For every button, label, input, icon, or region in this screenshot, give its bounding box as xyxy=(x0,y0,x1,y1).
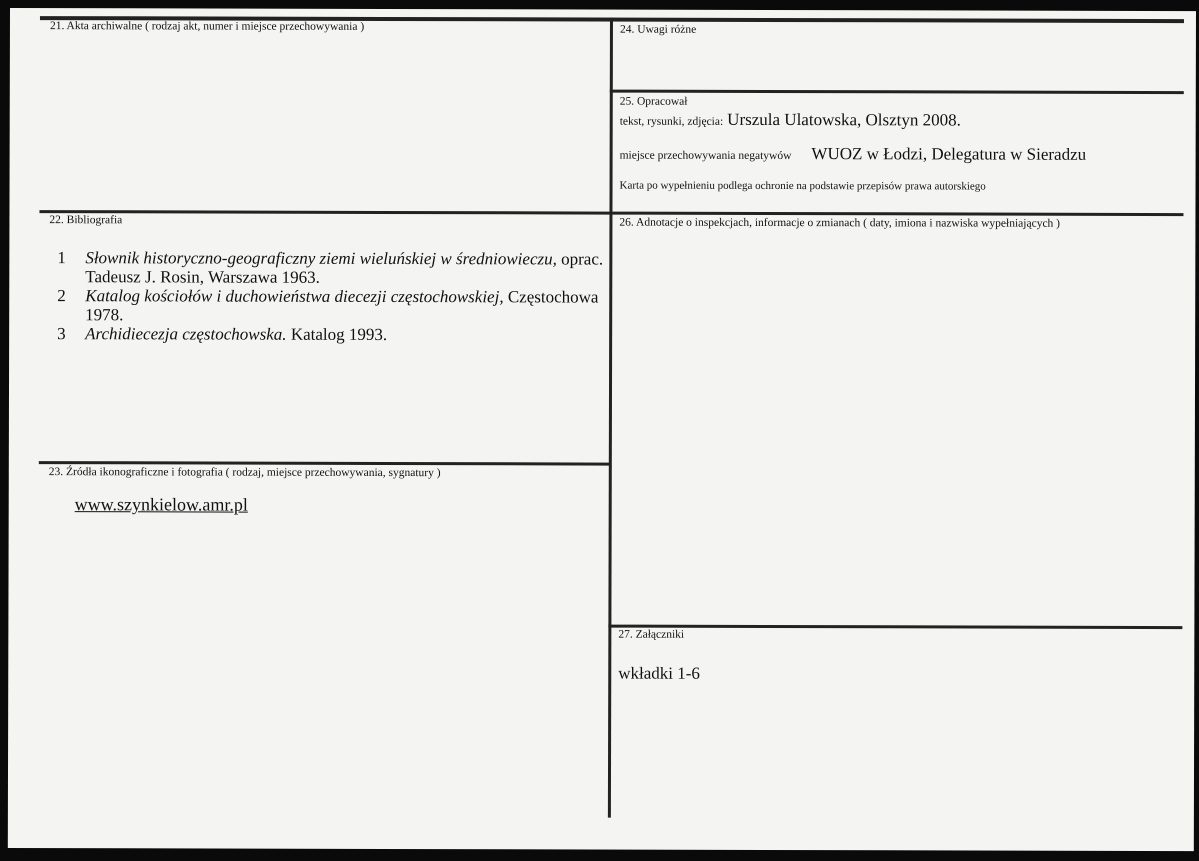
section-25-negatives-line xyxy=(620,144,1087,165)
bibliography-item-rest: Częstochowa 1978. xyxy=(85,287,599,325)
section-25-label: 25. Opracował xyxy=(619,95,688,108)
author-prefix: tekst, rysunki, zdjęcia: xyxy=(619,115,724,128)
negatives-place: WUOZ w Łodzi, Delegatura w Sieradzu xyxy=(811,144,1087,164)
bibliography-item-title: Katalog kościołów i duchowieństwa diecezji częstochowskiej, xyxy=(85,286,504,307)
form-page xyxy=(8,8,1196,851)
website-link[interactable]: www.szynkielow.amr.pl xyxy=(74,494,248,515)
bibliography-item-rest: oprac. Tadeusz J. Rosin, Warszawa 1963. xyxy=(85,249,604,287)
bibliography-list xyxy=(57,248,615,344)
section-22-label: 22. Bibliografia xyxy=(49,214,123,227)
divider-21-22 xyxy=(39,210,611,214)
bibliography-item-text xyxy=(85,324,615,344)
section-27-label: 27. Załączniki xyxy=(618,628,685,641)
author-value: Urszula Ulatowska, Olsztyn 2008. xyxy=(727,109,961,130)
section-25-author-line xyxy=(620,110,961,131)
section-23-label: 23. Źródła ikonograficzne i fotografia ( rodzaj, miejsce przechowywania, sygnatury ) xyxy=(48,466,441,480)
bibliography-item-rest: Katalog 1993. xyxy=(286,324,388,344)
section-26-label: 26. Adnotacje o inspekcjach, informacje o zmianach ( daty, imiona i nazwiska wypełniających ) xyxy=(619,216,1061,230)
section-24-label: 24. Uwagi różne xyxy=(619,23,697,36)
bibliography-item-number: 3 xyxy=(57,324,66,344)
center-divider xyxy=(608,18,613,818)
section-21-label: 21. Akta archiwalne ( rodzaj akt, numer i miejsce przechowywania ) xyxy=(49,20,365,33)
bibliography-item xyxy=(57,248,615,287)
divider-24-25 xyxy=(610,90,1184,95)
bibliography-item xyxy=(57,324,615,344)
divider-26-27 xyxy=(608,625,1182,630)
divider-25-26 xyxy=(609,212,1183,217)
bibliography-item-text xyxy=(85,248,615,287)
copyright-note: Karta po wypełnieniu podlega ochronie na podstawie przepisów prawa autorskiego xyxy=(619,179,986,193)
bibliography-item-number: 2 xyxy=(57,286,66,306)
bibliography-item-text xyxy=(85,286,615,325)
bibliography-item-number: 1 xyxy=(57,248,66,268)
bibliography-item-title: Archidiecezja częstochowska. xyxy=(85,324,287,344)
bibliography-item xyxy=(57,286,615,325)
negatives-prefix: miejsce przechowywania negatywów xyxy=(619,149,792,163)
bibliography-item-title: Słownik historyczno-geograficzny ziemi wieluńskiej w średniowieczu, xyxy=(85,248,557,269)
divider-22-23 xyxy=(39,461,611,465)
attachments-value: wkładki 1-6 xyxy=(618,663,700,683)
